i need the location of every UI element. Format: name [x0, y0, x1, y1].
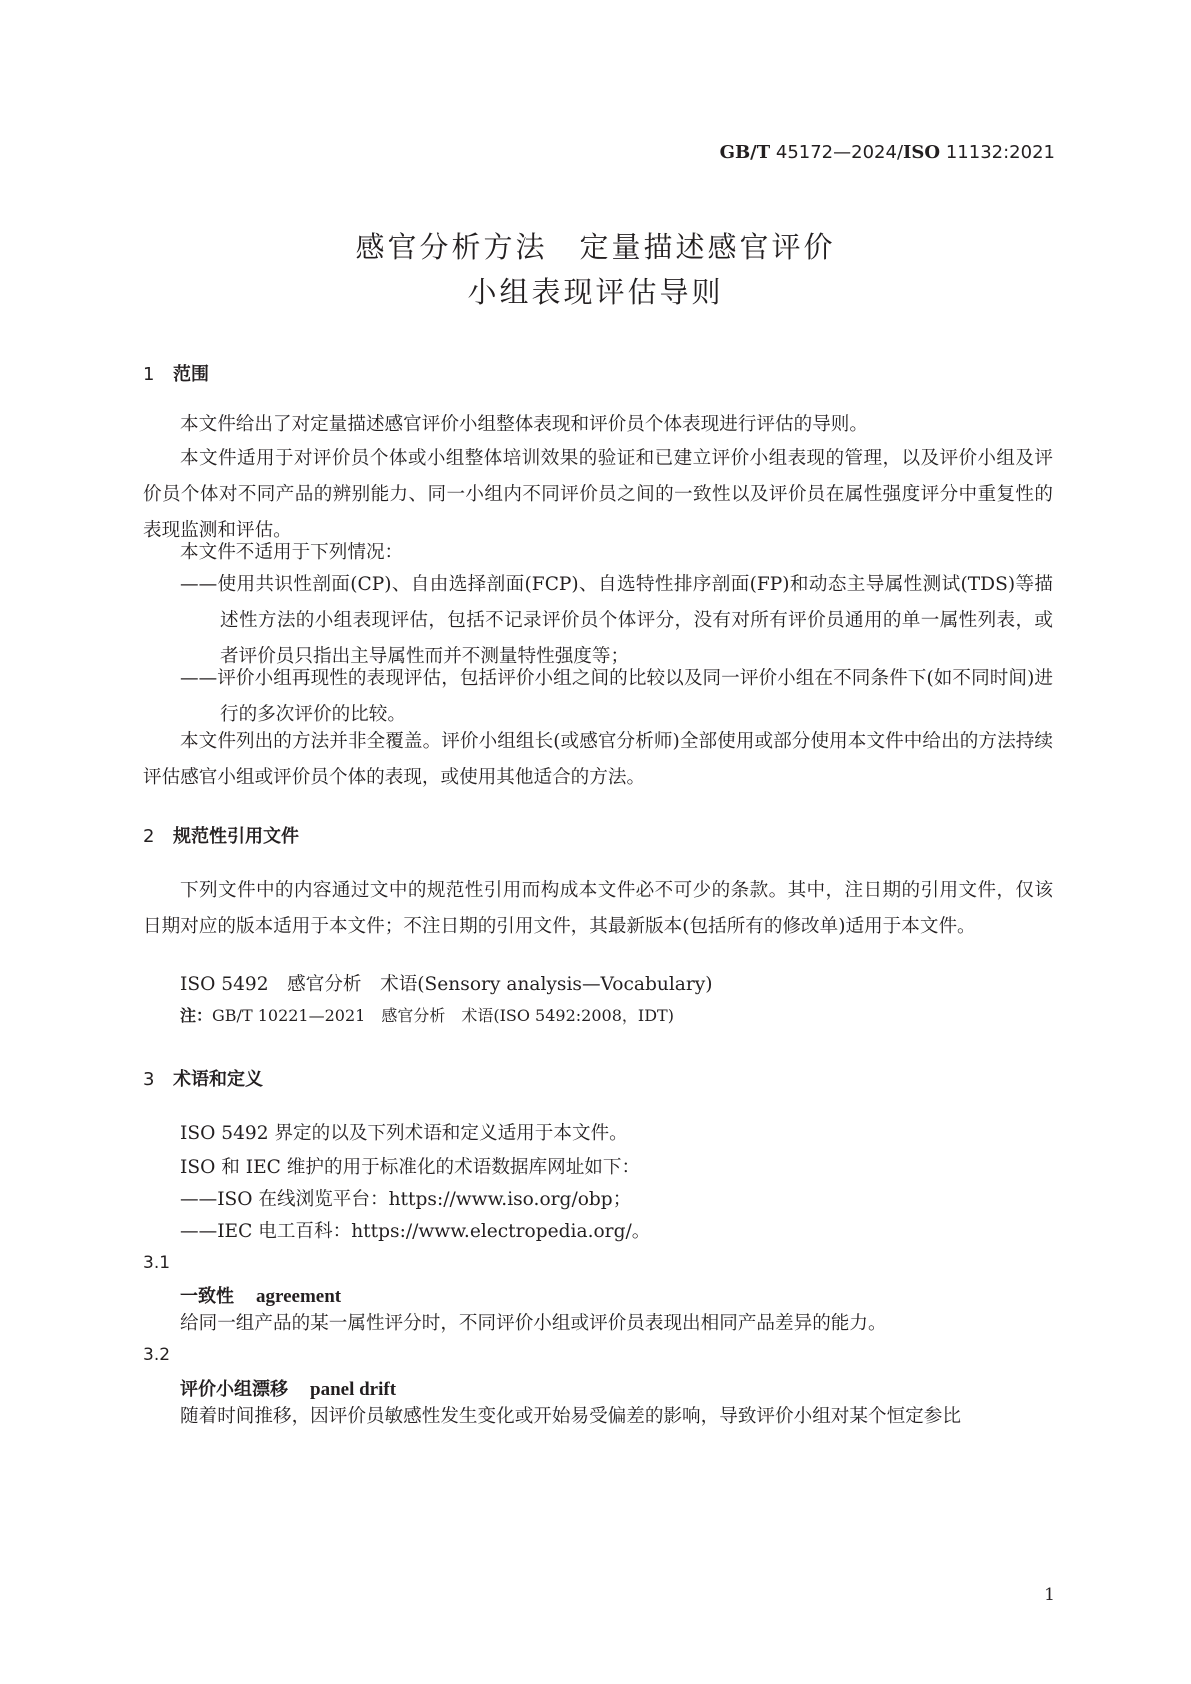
section-3-paragraph-2: ISO 和 IEC 维护的用于标准化的术语数据库网址如下： — [180, 1157, 641, 1178]
section-1-paragraph-1: 本文件给出了对定量描述感官评价小组整体表现和评价员个体表现进行评估的导则。 — [180, 414, 868, 435]
section-3-paragraph-1: ISO 5492 界定的以及下列术语和定义适用于本文件。 — [180, 1123, 628, 1144]
section-2-paragraph-1: 下列文件中的内容通过文中的规范性引用而构成本文件必不可少的条款。其中，注日期的引用文件，仅该日期对应的版本适用于本文件；不注日期的引用文件，其最新版本(包括所有的修改单)适用于本文件。 — [143, 880, 1053, 937]
term-2-definition: 随着时间推移，因评价员敏感性发生变化或开始易受偏差的影响，导致评价小组对某个恒定参比 — [180, 1406, 961, 1427]
reference-note — [180, 1003, 674, 1026]
std-number: 45172—2024/ — [775, 142, 904, 163]
section-1-list-item-2: ——评价小组再现性的表现评估，包括评价小组之间的比较以及同一评价小组在不同条件下(如不同时间)进行的多次评价的比较。 — [180, 668, 1053, 725]
section-3-number: 3 — [143, 1069, 155, 1090]
section-1-paragraph-3: 本文件不适用于下列情况： — [180, 542, 404, 563]
term-1-chinese: 一致性 — [180, 1286, 234, 1307]
section-3-list-item-1: ——ISO 在线浏览平台：https://www.iso.org/obp； — [180, 1189, 632, 1210]
section-3-list-item-2: ——IEC 电工百科：https://www.electropedia.org/。 — [180, 1221, 651, 1242]
section-1-heading — [143, 360, 209, 386]
section-2-heading — [143, 822, 299, 848]
term-2-english: panel drift — [310, 1379, 397, 1400]
section-2-number: 2 — [143, 826, 155, 847]
term-1-number: 3.1 — [143, 1253, 171, 1273]
term-2-chinese: 评价小组漂移 — [180, 1379, 288, 1400]
note-label: 注： — [180, 1006, 213, 1025]
page-number: 1 — [1044, 1585, 1055, 1605]
iso-prefix: ISO — [903, 142, 941, 163]
section-3-heading — [143, 1065, 263, 1091]
term-1-english: agreement — [256, 1286, 342, 1307]
title-line-1: 感官分析方法 定量描述感官评价 — [355, 230, 836, 264]
section-2-title: 规范性引用文件 — [173, 826, 299, 847]
section-1-paragraph-2: 本文件适用于对评价员个体或小组整体培训效果的验证和已建立评价小组表现的管理，以及评价小组及评价员个体对不同产品的辨别能力、同一小组内不同评价员之间的一致性以及评价员在属性强度评分中重复性的表现监测和评估。 — [143, 448, 1053, 541]
section-1-title: 范围 — [173, 364, 209, 385]
section-1-list-item-1: ——使用共识性剖面(CP)、自由选择剖面(FCP)、自选特性排序剖面(FP)和动态主导属性测试(TDS)等描述性方法的小组表现评估，包括不记录评价员个体评分，没有对所有评价员通用的单一属性列表，或者评价员只指出主导属性而并不测量特性强度等； — [180, 574, 1053, 667]
section-1-paragraph-4: 本文件列出的方法并非全覆盖。评价小组组长(或感官分析师)全部使用或部分使用本文件中给出的方法持续评估感官小组或评价员个体的表现，或使用其他适合的方法。 — [143, 731, 1053, 788]
section-1-number: 1 — [143, 364, 155, 385]
term-1-definition: 给同一组产品的某一属性评分时，不同评价小组或评价员表现出相同产品差异的能力。 — [180, 1313, 887, 1334]
normative-reference: ISO 5492 感官分析 术语(Sensory analysis—Vocabulary) — [180, 974, 713, 995]
note-text: GB/T 10221—2021 感官分析 术语(ISO 5492:2008，IDT) — [212, 1006, 674, 1025]
section-3-title: 术语和定义 — [173, 1069, 263, 1090]
title-line-2: 小组表现评估导则 — [467, 275, 724, 309]
standard-code — [720, 142, 1055, 163]
term-1 — [180, 1282, 341, 1308]
iso-number: 11132:2021 — [945, 142, 1055, 163]
term-2-number: 3.2 — [143, 1345, 171, 1365]
term-2 — [180, 1375, 396, 1401]
std-prefix: GB/T — [719, 142, 771, 163]
